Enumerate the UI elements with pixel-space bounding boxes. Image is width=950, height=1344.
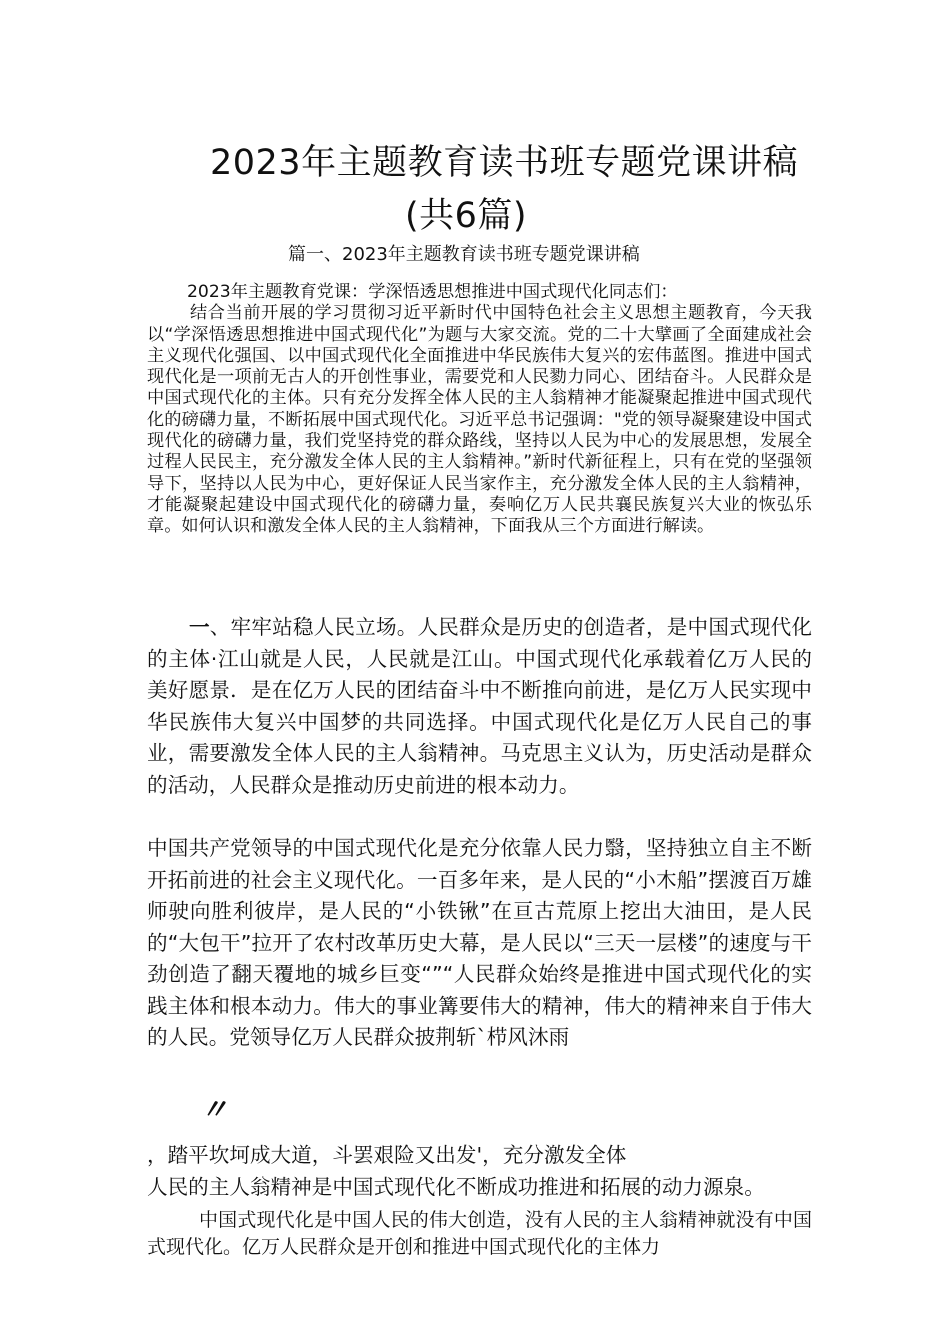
section-one-block [147, 612, 812, 801]
line-after-quote: ，踏平坎坷成大道，斗罢艰险又出发'，充分激发全体 [147, 1143, 627, 1167]
quote-mark: 〃 [200, 1093, 229, 1126]
document-title-line1: 2023年主题教育读书班专题党课讲稿 [210, 143, 799, 183]
paragraph-three: 中国式现代化是中国人民的伟大创造，没有人民的主人翁精神就没有中国式现代化。亿万人民群众是开创和推进中国式现代化的主体力 [147, 1209, 812, 1258]
intro-block [147, 282, 812, 538]
document-title-line2: (共6篇) [405, 196, 528, 236]
section-subtitle: 篇一、2023年主题教育读书班专题党课讲稿 [288, 244, 640, 265]
paragraph-two: 中国共产党领导的中国式现代化是充分依靠人民力翳，坚持独立自主不断开拓前进的社会主义现代化。一百多年来，是人民的“小木船”摆渡百万雄师驶向胜利彼岸，是人民的“小铁锹”在亘古荒原上挖出大油田，是人民的“大包干”拉开了农村改革历史大幕，是人民以“三天一层楼”的速度与干劲创造了翻天覆地的城乡巨变“”“人民群众始终是推进中国式现代化的实践主体和根本动力。伟大的事业篝要伟大的精神，伟大的精神来自于伟大的人民。党领导亿万人民群众披荆斩`栉风沐雨 [147, 836, 812, 1049]
section-one-text: 、牢牢站稳人民立场。人民群众是历史的创造者，是中国式现代化的主体·江山就是人民，人民就是江山。中国式现代化承载着亿万人民的美好愿景．是在亿万人民的团结奋斗中不断推向前进，是亿万人民实现中华民族伟大复兴中国梦的共同选择。中国式现代化是亿万人民自己的事业，需要激发全体人民的主人翁精神。马克思主义认为，历史活动是群众的活动，人民群众是推动历史前进的根本动力。 [147, 615, 813, 797]
section-one-marker: 一 [189, 615, 210, 639]
section-one-paragraph [147, 612, 812, 801]
intro-line: 2023年主题教育党课：学深悟透思想推进中国式现代化同志们： [187, 282, 678, 302]
intro-paragraph: 结合当前开展的学习贯彻习近平新时代中国特色社会主义思想主题教育，今天我以“学深悟透思想推进中国式现代化”为题与大家交流。党的二十大擘画了全面建成社会主义现代化强国、以中国式现代化全面推进中华民族伟大复兴的宏伟蓝图。推进中国式现代化是一项前无古人的开创性事业，需要党和人民勠力同心、团结奋斗。人民群众是中国式现代化的主体。只有充分发挥全体人民的主人翁精神才能凝聚起推进中国式现代化的磅礴力量，不断拓展中国式现代化。习近平总书记强调："党的领导凝聚建设中国式现代化的磅礴力量，我们党坚持党的群众路线，坚持以人民为中心的发展思想，发展全过程人民民主，充分激发全体人民的主人翁精神。”新时代新征程上，只有在党的坚强领导下，坚持以人民为中心，更好保证人民当家作主，充分激发全体人民的主人翁精神，才能凝聚起建设中国式现代化的磅礴力量，奏响亿万人民共襄民族复兴大业的恢弘乐章。如何认识和激发全体人民的主人翁精神，下面我从三个方面进行解读。 [147, 303, 812, 537]
paragraph-three-block [147, 1207, 812, 1261]
paragraph-two-block [147, 833, 812, 1054]
after-quote-block [147, 1140, 812, 1203]
line-after-quote-2: 人民的主人翁精神是中国式现代化不断成功推进和拓展的动力源泉。 [147, 1174, 765, 1199]
